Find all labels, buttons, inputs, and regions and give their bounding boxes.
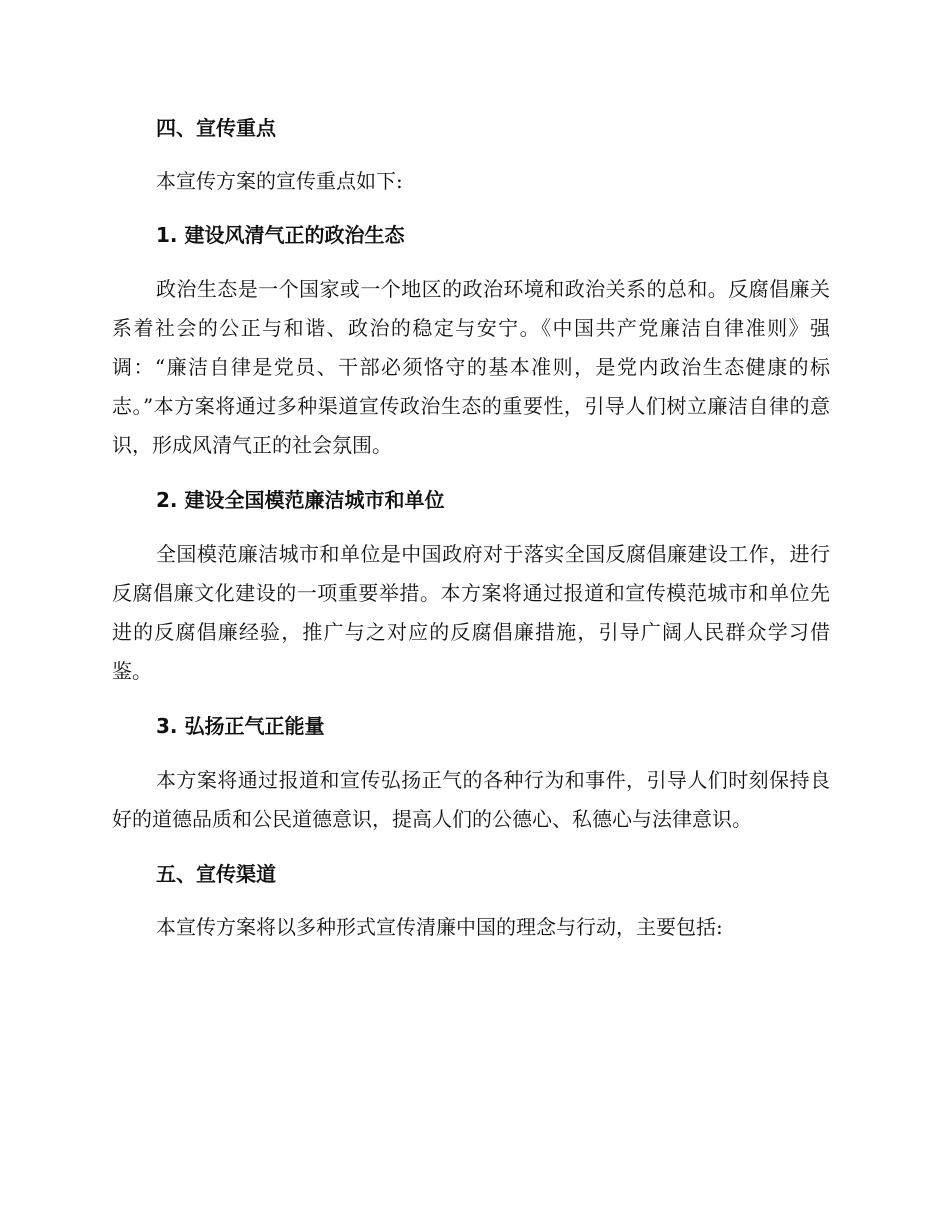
document-page bbox=[112, 108, 830, 947]
section-heading-4: 四、宣传重点 bbox=[156, 116, 276, 140]
item-1-heading: 1. 建设风清气正的政治生态 bbox=[156, 223, 405, 247]
item-2-paragraph: 全国模范廉洁城市和单位是中国政府对于落实全国反腐倡廉建设工作，进行反腐倡廉文化建设的一项重要举措。本方案将通过报道和宣传模范城市和单位先进的反腐倡廉经验，推广与之对应的反腐倡廉措施，引导广阔人民群众学习借鉴。 bbox=[112, 542, 830, 683]
item-1-paragraph: 政治生态是一个国家或一个地区的政治环境和政治关系的总和。反腐倡廉关系着社会的公正与和谐、政治的稳定与安宁。《中国共产党廉洁自律准则》强调：“廉洁自律是党员、干部必须恪守的基本准则，是党内政治生态健康的标志。”本方案将通过多种渠道宣传政治生态的重要性，引导人们树立廉洁自律的意识，形成风清气正的社会氛围。 bbox=[112, 277, 830, 457]
item-3-heading: 3. 弘扬正气正能量 bbox=[156, 714, 325, 738]
section-4-intro: 本宣传方案的宣传重点如下: bbox=[156, 169, 403, 193]
section-heading-5: 五、宣传渠道 bbox=[156, 862, 276, 886]
item-2-heading: 2. 建设全国模范廉洁城市和单位 bbox=[156, 488, 445, 512]
section-5-intro: 本宣传方案将以多种形式宣传清廉中国的理念与行动，主要包括: bbox=[156, 915, 723, 939]
item-3-paragraph: 本方案将通过报道和宣传弘扬正气的各种行为和事件，引导人们时刻保持良好的道德品质和公民道德意识，提高人们的公德心、私德心与法律意识。 bbox=[112, 768, 830, 831]
